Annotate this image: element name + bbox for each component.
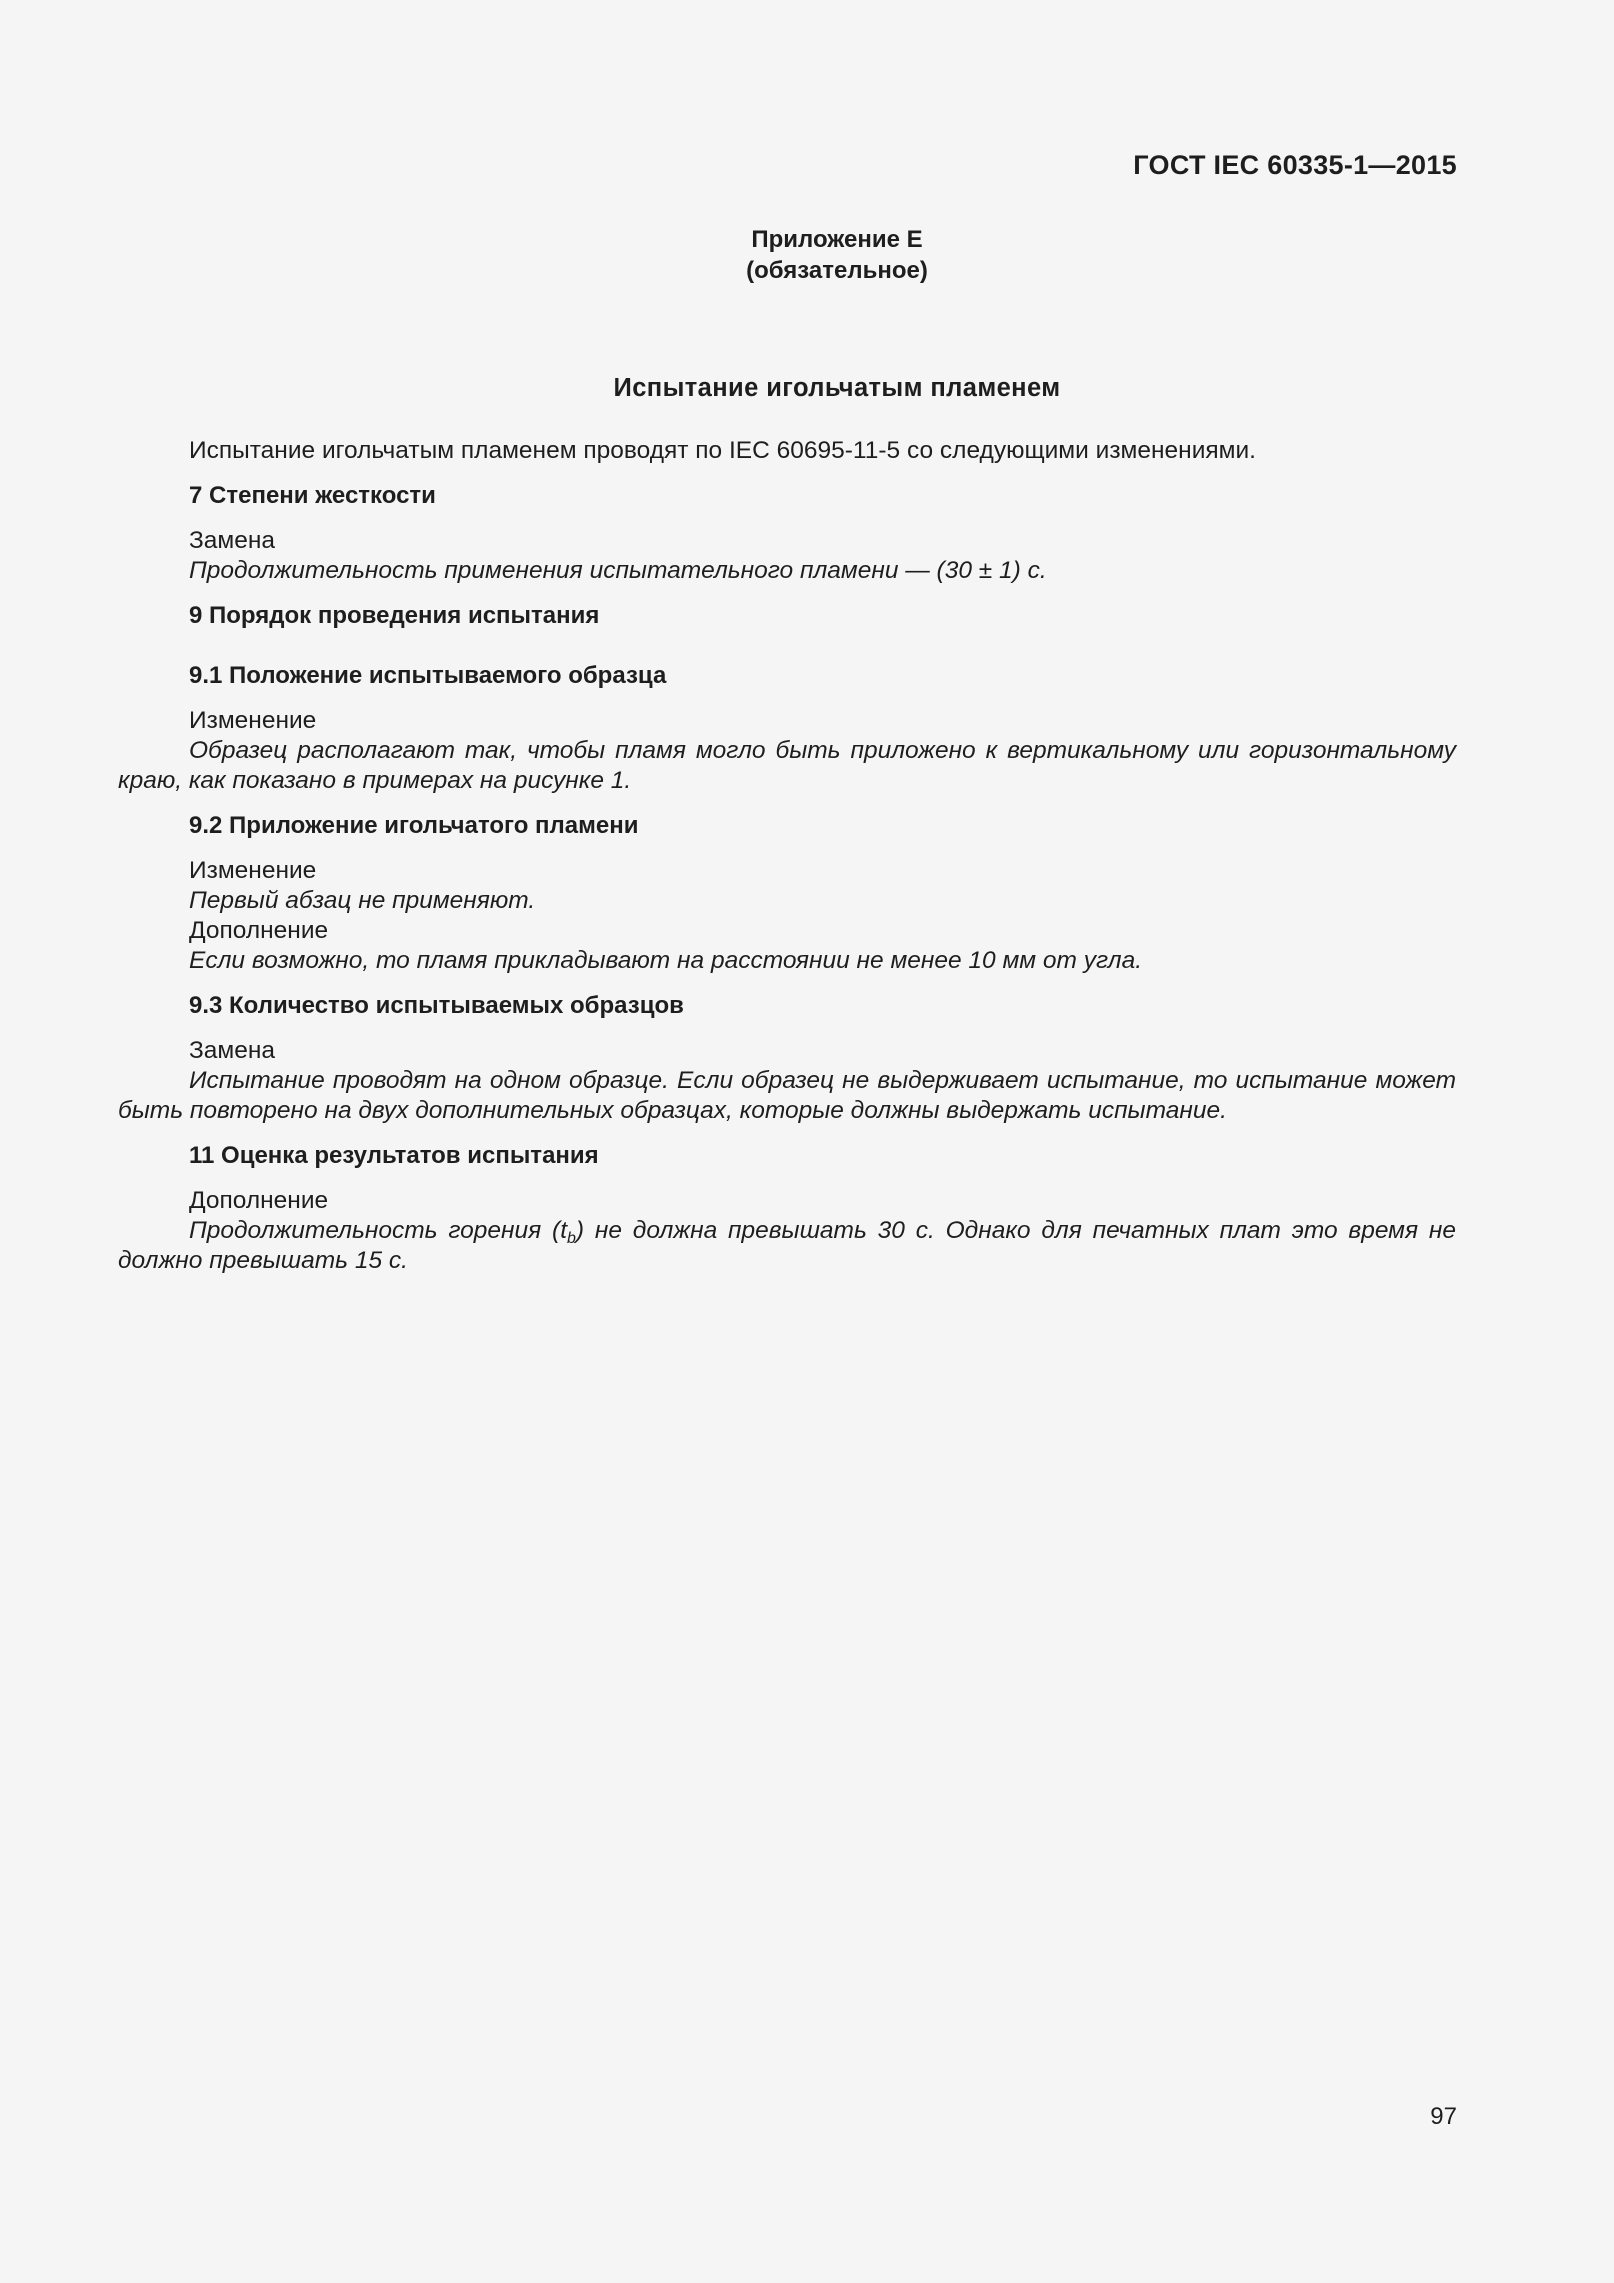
burning-time-symbol: t xyxy=(560,1217,567,1244)
clause-9-1-text: Образец располагают так, чтобы пламя могло быть приложено к вертикальному или горизонтальному краю, как показано в примерах на рисунке 1. xyxy=(118,737,1456,794)
clause-9-2-label-1: Изменение xyxy=(189,857,317,884)
annex-heading xyxy=(0,224,1614,286)
clause-9-3-label: Замена xyxy=(189,1037,276,1064)
clause-9-2-text-2: Если возможно, то пламя прикладывают на расстоянии не менее 10 мм от угла. xyxy=(189,947,1143,974)
clause-7-text: Продолжительность применения испытательного пламени — (30 ± 1) с. xyxy=(189,557,1047,584)
intro-paragraph: Испытание игольчатым пламенем проводят по IEC 60695-11-5 со следующими изменениями. xyxy=(189,437,1256,464)
clause-9-1-label: Изменение xyxy=(189,707,317,734)
page-number: 97 xyxy=(1430,2103,1457,2130)
document-body xyxy=(118,436,1456,1276)
clause-9-1-heading: 9.1 Положение испытываемого образца xyxy=(189,662,667,689)
clause-9-3-text: Испытание проводят на одном образце. Если образец не выдерживает испытание, то испытание может быть повторено на двух дополнительных образцах, которые должны выдержать испытание. xyxy=(118,1067,1456,1124)
clause-11-heading: 11 Оценка результатов испытания xyxy=(189,1142,599,1169)
clause-11-text xyxy=(118,1216,1456,1276)
clause-11-text-before: Продолжительность горения ( xyxy=(189,1217,561,1244)
annex-status: (обязательное) xyxy=(746,257,928,284)
clause-11-label: Дополнение xyxy=(189,1187,329,1214)
clause-9-2-text-1: Первый абзац не применяют. xyxy=(189,887,536,914)
standard-code: ГОСТ IEC 60335-1—2015 xyxy=(1133,150,1457,180)
section-title: Испытание игольчатым пламенем xyxy=(613,374,1061,402)
clause-9-2-label-2: Дополнение xyxy=(189,917,329,944)
clause-9-2-heading: 9.2 Приложение игольчатого пламени xyxy=(189,812,639,839)
clause-9-heading: 9 Порядок проведения испытания xyxy=(189,602,600,629)
clause-9-3-heading: 9.3 Количество испытываемых образцов xyxy=(189,992,684,1019)
clause-11-text-after: ) не должна превышать 30 с. Однако для печатных плат это время не должно превышать 15 с. xyxy=(118,1217,1456,1274)
clause-7-heading: 7 Степени жесткости xyxy=(189,482,436,509)
burning-time-subscript: b xyxy=(567,1230,576,1247)
clause-7-label: Замена xyxy=(189,527,276,554)
annex-title: Приложение Е xyxy=(751,226,923,253)
